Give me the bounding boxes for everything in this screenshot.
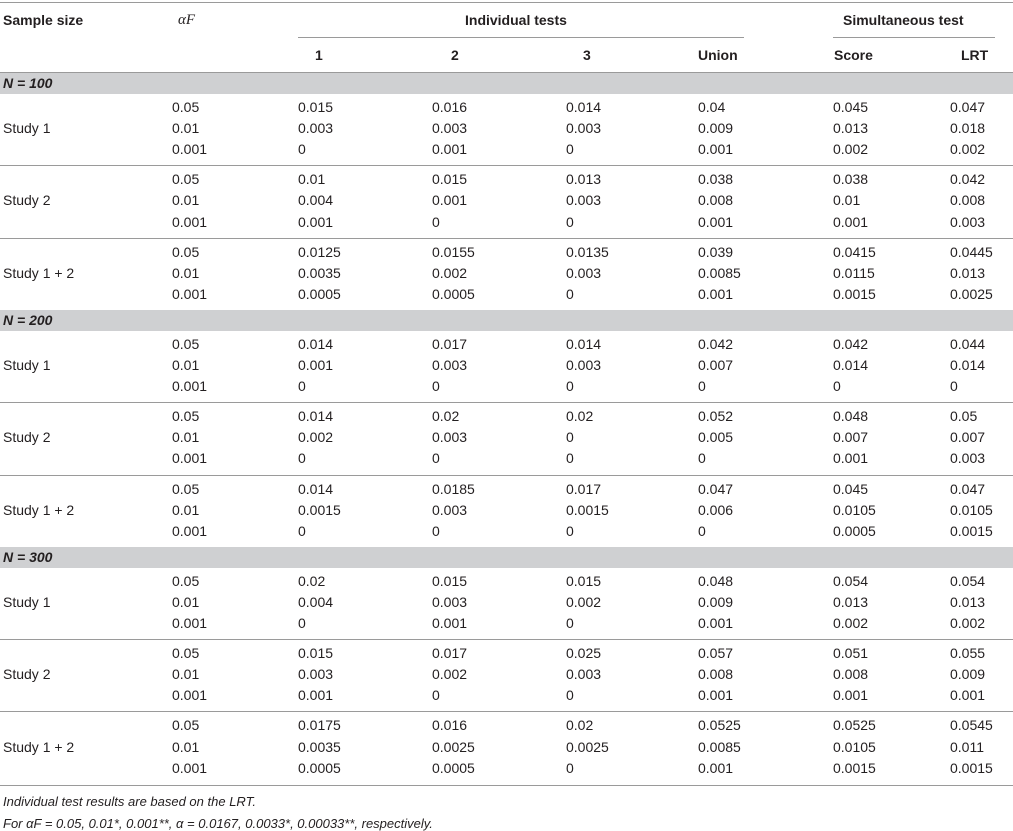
lrt-cell: 0.013 (950, 593, 986, 610)
score-cell: 0.038 (833, 171, 869, 188)
test1-cell: 0.002 (298, 429, 334, 446)
test2-cell: 0.002 (432, 666, 468, 683)
alpha-cell: 0.05 (172, 717, 200, 734)
union-cell: 0.001 (698, 213, 734, 230)
union-cell: 0.007 (698, 357, 734, 373)
alpha-cell: 0.01 (172, 357, 200, 373)
lrt-cell: 0.054 (950, 572, 986, 589)
study-label: Study 1 (3, 593, 51, 610)
lrt-cell: 0.001 (950, 687, 986, 704)
footnote: For αF = 0.05, 0.01*, 0.001**, α = 0.0167, 0.0033*, 0.00033**, respectively. (3, 815, 433, 831)
union-cell: 0.001 (698, 285, 734, 302)
alpha-cell: 0.01 (172, 192, 200, 209)
test1-cell: 0 (298, 522, 306, 539)
union-cell: 0.001 (698, 759, 734, 776)
individual-tests-rule (298, 37, 744, 38)
test2-cell: 0 (432, 522, 440, 539)
test2-cell: 0.0005 (432, 285, 475, 302)
header-col-2: 2 (451, 47, 459, 63)
test1-cell: 0.014 (298, 408, 334, 425)
lrt-cell: 0.013 (950, 264, 986, 281)
alpha-cell: 0.05 (172, 480, 200, 497)
union-cell: 0.057 (698, 645, 734, 662)
study-divider (0, 639, 1013, 640)
lrt-cell: 0.009 (950, 666, 986, 683)
alpha-cell: 0.05 (172, 99, 200, 115)
group-label: N = 300 (3, 548, 53, 565)
test3-cell: 0.015 (566, 572, 602, 589)
test3-cell: 0 (566, 522, 574, 539)
study-divider (0, 165, 1013, 166)
score-cell: 0.014 (833, 357, 869, 373)
test3-cell: 0 (566, 759, 574, 776)
group-header-band (0, 310, 1013, 331)
lrt-cell: 0.0105 (950, 501, 993, 518)
study-label: Study 1 + 2 (3, 264, 75, 281)
group-label: N = 100 (3, 75, 53, 91)
score-cell: 0.042 (833, 335, 869, 352)
union-cell: 0.009 (698, 593, 734, 610)
study-label: Study 2 (3, 666, 51, 683)
header-sample-size: Sample size (3, 12, 84, 28)
union-cell: 0.052 (698, 408, 734, 425)
union-cell: 0.0085 (698, 264, 741, 281)
union-cell: 0.039 (698, 243, 734, 260)
union-cell: 0.0085 (698, 738, 741, 755)
test3-cell: 0.013 (566, 171, 602, 188)
lrt-cell: 0.0015 (950, 759, 993, 776)
test1-cell: 0.0035 (298, 738, 341, 755)
score-cell: 0.0415 (833, 243, 876, 260)
lrt-cell: 0.002 (950, 141, 986, 158)
union-cell: 0.005 (698, 429, 734, 446)
test1-cell: 0.014 (298, 480, 334, 497)
alpha-cell: 0.001 (172, 687, 208, 704)
study-divider (0, 402, 1013, 403)
alpha-cell: 0.05 (172, 243, 200, 260)
test3-cell: 0 (566, 285, 574, 302)
group-header-band (0, 73, 1013, 94)
alpha-cell: 0.05 (172, 572, 200, 589)
alpha-cell: 0.05 (172, 171, 200, 188)
alpha-cell: 0.001 (172, 213, 208, 230)
union-cell: 0.001 (698, 615, 734, 631)
union-cell: 0.006 (698, 501, 734, 518)
score-cell: 0.051 (833, 645, 869, 662)
lrt-cell: 0.018 (950, 120, 986, 137)
test3-cell: 0.003 (566, 666, 602, 683)
study-divider (0, 238, 1013, 239)
test3-cell: 0 (566, 450, 574, 467)
group-label: N = 200 (3, 311, 53, 328)
test2-cell: 0.016 (432, 717, 468, 734)
test2-cell: 0 (432, 687, 440, 704)
test1-cell: 0.0005 (298, 759, 341, 776)
test3-cell: 0 (566, 615, 574, 631)
union-cell: 0.042 (698, 335, 734, 352)
test2-cell: 0 (432, 213, 440, 230)
study-label: Study 2 (3, 429, 51, 446)
simultaneous-test-rule (833, 37, 995, 38)
test2-cell: 0.001 (432, 615, 468, 631)
test1-cell: 0 (298, 615, 306, 631)
test3-cell: 0.002 (566, 593, 602, 610)
study-divider (0, 475, 1013, 476)
lrt-cell: 0.047 (950, 99, 986, 115)
test2-cell: 0.0185 (432, 480, 475, 497)
lrt-cell: 0.008 (950, 192, 986, 209)
union-cell: 0.001 (698, 687, 734, 704)
test3-cell: 0 (566, 378, 574, 395)
test2-cell: 0.015 (432, 572, 468, 589)
test2-cell: 0.02 (432, 408, 460, 425)
score-cell: 0.054 (833, 572, 869, 589)
test3-cell: 0.003 (566, 357, 602, 373)
test1-cell: 0.015 (298, 645, 334, 662)
header-col-1: 1 (315, 47, 323, 63)
test2-cell: 0.0155 (432, 243, 475, 260)
test1-cell: 0.015 (298, 99, 334, 115)
test2-cell: 0.017 (432, 645, 468, 662)
score-cell: 0.0015 (833, 759, 876, 776)
union-cell: 0.04 (698, 99, 726, 115)
lrt-cell: 0.003 (950, 213, 986, 230)
union-cell: 0.008 (698, 666, 734, 683)
score-cell: 0.0105 (833, 501, 876, 518)
score-cell: 0.0525 (833, 717, 876, 734)
test1-cell: 0 (298, 378, 306, 395)
test1-cell: 0.004 (298, 192, 334, 209)
lrt-cell: 0.0445 (950, 243, 993, 260)
union-cell: 0.008 (698, 192, 734, 209)
test1-cell: 0.014 (298, 335, 334, 352)
test3-cell: 0 (566, 429, 574, 446)
test1-cell: 0.0015 (298, 501, 341, 518)
lrt-cell: 0.05 (950, 408, 978, 425)
alpha-cell: 0.01 (172, 666, 200, 683)
lrt-cell: 0.0015 (950, 522, 993, 539)
score-cell: 0.002 (833, 615, 869, 631)
alpha-cell: 0.05 (172, 335, 200, 352)
score-cell: 0.001 (833, 450, 869, 467)
test1-cell: 0.003 (298, 666, 334, 683)
test1-cell: 0.001 (298, 357, 334, 373)
study-label: Study 2 (3, 192, 51, 209)
lrt-cell: 0.0025 (950, 285, 993, 302)
alpha-cell: 0.001 (172, 759, 208, 776)
test3-cell: 0.003 (566, 264, 602, 281)
test1-cell: 0.0035 (298, 264, 341, 281)
group-header-band (0, 547, 1013, 568)
score-cell: 0.008 (833, 666, 869, 683)
test2-cell: 0.003 (432, 501, 468, 518)
alpha-cell: 0.001 (172, 450, 208, 467)
score-cell: 0.013 (833, 593, 869, 610)
alpha-cell: 0.05 (172, 408, 200, 425)
test1-cell: 0.0005 (298, 285, 341, 302)
alpha-cell: 0.001 (172, 378, 208, 395)
study-label: Study 1 (3, 120, 51, 137)
test1-cell: 0 (298, 141, 306, 158)
header-col-3: 3 (583, 47, 591, 63)
score-cell: 0.048 (833, 408, 869, 425)
test1-cell: 0.0125 (298, 243, 341, 260)
study-label: Study 1 + 2 (3, 738, 75, 755)
test1-cell: 0.0175 (298, 717, 341, 734)
alpha-cell: 0.01 (172, 593, 200, 610)
study-label: Study 1 + 2 (3, 501, 75, 518)
union-cell: 0 (698, 378, 706, 395)
union-cell: 0.0525 (698, 717, 741, 734)
test2-cell: 0.003 (432, 357, 468, 373)
score-cell: 0.001 (833, 687, 869, 704)
header-individual-tests: Individual tests (465, 12, 567, 28)
alpha-cell: 0.01 (172, 738, 200, 755)
score-cell: 0 (833, 378, 841, 395)
lrt-cell: 0.003 (950, 450, 986, 467)
test3-cell: 0.0135 (566, 243, 609, 260)
test1-cell: 0.001 (298, 687, 334, 704)
union-cell: 0.009 (698, 120, 734, 137)
alpha-cell: 0.01 (172, 264, 200, 281)
lrt-cell: 0.002 (950, 615, 986, 631)
test2-cell: 0.001 (432, 192, 468, 209)
test3-cell: 0 (566, 213, 574, 230)
test3-cell: 0.014 (566, 99, 602, 115)
test3-cell: 0.003 (566, 120, 602, 137)
test1-cell: 0.02 (298, 572, 326, 589)
header-union: Union (698, 47, 738, 63)
union-cell: 0.001 (698, 141, 734, 158)
lrt-cell: 0.0545 (950, 717, 993, 734)
study-label: Study 1 (3, 357, 51, 373)
test2-cell: 0.0025 (432, 738, 475, 755)
header-score: Score (834, 47, 873, 63)
lrt-cell: 0.011 (950, 738, 984, 755)
test1-cell: 0.004 (298, 593, 334, 610)
alpha-cell: 0.01 (172, 429, 200, 446)
union-cell: 0 (698, 522, 706, 539)
alpha-cell: 0.01 (172, 501, 200, 518)
alpha-cell: 0.001 (172, 522, 208, 539)
table-bottom-rule (0, 785, 1013, 786)
test3-cell: 0.02 (566, 408, 594, 425)
test3-cell: 0.017 (566, 480, 602, 497)
test1-cell: 0.01 (298, 171, 326, 188)
alpha-cell: 0.001 (172, 285, 208, 302)
union-cell: 0 (698, 450, 706, 467)
test2-cell: 0.003 (432, 429, 468, 446)
header-lrt: LRT (961, 47, 989, 63)
lrt-cell: 0.014 (950, 357, 986, 373)
lrt-cell: 0.047 (950, 480, 986, 497)
union-cell: 0.038 (698, 171, 734, 188)
test2-cell: 0.016 (432, 99, 468, 115)
score-cell: 0.0015 (833, 285, 876, 302)
header-simultaneous-test: Simultaneous test (843, 12, 964, 28)
lrt-cell: 0 (950, 378, 958, 395)
score-cell: 0.045 (833, 99, 869, 115)
test3-cell: 0.02 (566, 717, 594, 734)
score-cell: 0.001 (833, 213, 869, 230)
score-cell: 0.0105 (833, 738, 876, 755)
union-cell: 0.047 (698, 480, 734, 497)
score-cell: 0.0115 (833, 264, 875, 281)
score-cell: 0.01 (833, 192, 861, 209)
test2-cell: 0.0005 (432, 759, 475, 776)
test3-cell: 0 (566, 141, 574, 158)
test2-cell: 0.015 (432, 171, 468, 188)
score-cell: 0.013 (833, 120, 869, 137)
lrt-cell: 0.055 (950, 645, 986, 662)
alpha-cell: 0.001 (172, 615, 208, 631)
test3-cell: 0.025 (566, 645, 602, 662)
score-cell: 0.0005 (833, 522, 876, 539)
test1-cell: 0.003 (298, 120, 334, 137)
alpha-cell: 0.01 (172, 120, 200, 137)
alpha-cell: 0.05 (172, 645, 200, 662)
test2-cell: 0.003 (432, 593, 468, 610)
test1-cell: 0 (298, 450, 306, 467)
test2-cell: 0.003 (432, 120, 468, 137)
test3-cell: 0.0015 (566, 501, 609, 518)
study-divider (0, 711, 1013, 712)
test2-cell: 0.001 (432, 141, 468, 158)
test2-cell: 0.017 (432, 335, 468, 352)
test2-cell: 0.002 (432, 264, 468, 281)
lrt-cell: 0.007 (950, 429, 986, 446)
test3-cell: 0.014 (566, 335, 602, 352)
test2-cell: 0 (432, 378, 440, 395)
test3-cell: 0.0025 (566, 738, 609, 755)
test2-cell: 0 (432, 450, 440, 467)
table-top-rule (0, 2, 1013, 3)
header-alpha-f: αF (178, 12, 196, 28)
footnote: Individual test results are based on the LRT. (3, 793, 256, 809)
lrt-cell: 0.044 (950, 335, 986, 352)
score-cell: 0.007 (833, 429, 869, 446)
score-cell: 0.002 (833, 141, 869, 158)
alpha-cell: 0.001 (172, 141, 208, 158)
test3-cell: 0.003 (566, 192, 602, 209)
lrt-cell: 0.042 (950, 171, 986, 188)
test3-cell: 0 (566, 687, 574, 704)
test1-cell: 0.001 (298, 213, 334, 230)
score-cell: 0.045 (833, 480, 869, 497)
union-cell: 0.048 (698, 572, 734, 589)
